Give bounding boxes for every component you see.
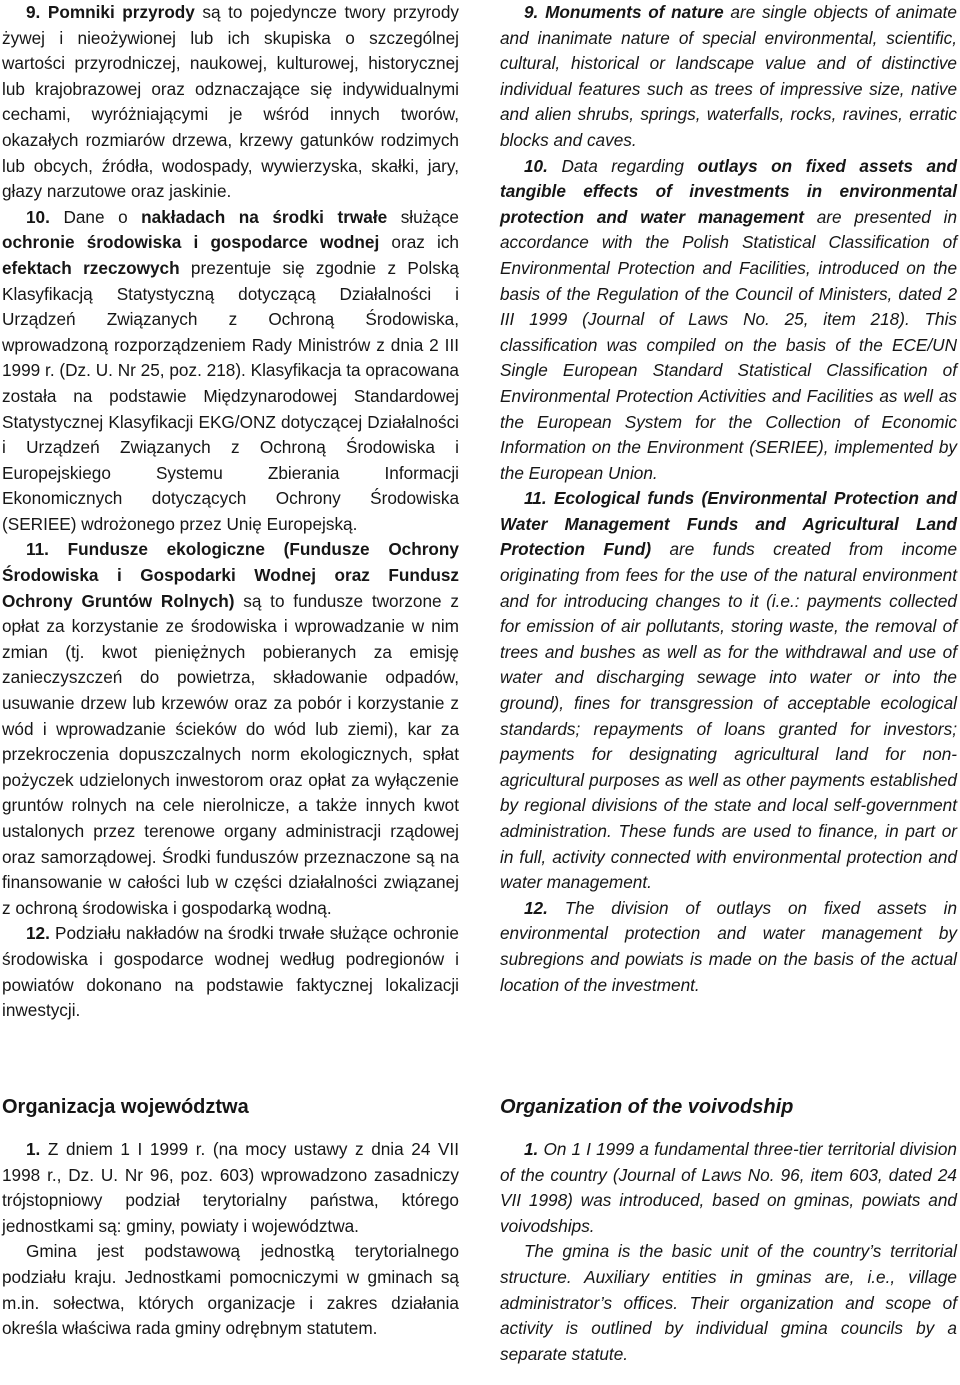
paragraph-gmina: Gmina jest podstawową jednostką terytorialnego podziału kraju. Jednostkami pomocniczymi w gminach są m.in. sołectwa, których organizacje i zakres działania określa właściwa rada gminy odrębnym statutem. xyxy=(2,1241,459,1339)
paragraph-text: are presented in accordance with the Polish Statistical Classification of Environmental Protection and Facilities, introduced on the basis of the Regulation of the Council of Ministers, dated 2 III 1999 (Journal of Laws No. 25, item 218). This classification was compiled on the basis of the ECE/UN Single European Standard Statistical Classification of Environmental Protection Activities and Facilities as well as the European System for the Collection of Economic Information on the Environment (SERIEE), implemented by the European Union. xyxy=(500,206,957,483)
term-bold: Fundusze ekologiczne (Fundusze Ochrony Środowiska i Gospodarki Wodnej oraz Fundusz Ochrony Gruntów Rolnych) xyxy=(2,539,459,611)
paragraph-text: Data regarding xyxy=(547,155,698,176)
paragraph-text: prezentuje się zgodnie z Polską Klasyfikacją Statystyczną dotyczącą Działalności i Urządzeń Związanych z Ochroną Środowiska, wprowadzoną rozporządzeniem Rady Ministrów z dnia 2 III 1999 r. (Dz. U. Nr 25, poz. 218). Klasyfikacja ta opracowana została na podstawie Międzynarodowej Standardowej Statystycznej Klasyfikacji EKG/ONZ dotyczącej Działalności i Urządzeń Związanych z Ochroną Środowiska i Europejskiego Systemu Zbierania Informacji Ekonomicznych dotyczących Ochrony Środowiska (SERIEE) wdrożonego przez Unię Europejską. xyxy=(2,257,459,534)
term-bold: Pomniki przyrody xyxy=(47,2,195,22)
item-number: 11. xyxy=(524,488,547,509)
item-number: 1. xyxy=(524,1139,539,1159)
item-number: 10. xyxy=(524,155,548,176)
term-bold: ochronie środowiska i gospodarce wodnej xyxy=(2,232,380,253)
paragraph-text: On 1 I 1999 a fundamental three-tier territorial division of the country (Journal of Laws No. 96, item 603, dated 24 VII 1998) was introduced, based on gminas, powiats and voivodships. xyxy=(500,1139,957,1236)
section-heading: Organization of the voivodship xyxy=(500,1096,794,1118)
paragraph-text: Dane o xyxy=(49,206,142,227)
term-bold: Monuments of nature xyxy=(545,2,724,22)
paragraph-9 xyxy=(500,0,957,154)
paragraph-text: are single objects of animate and inanimate nature of special environmental, scientific, cultural, historical or landscape value and of distinctive individual features such as trees of impressive size, native and alien shrubs, springs, waterfalls, rocks, ravines, erratic blocks and caves. xyxy=(500,2,957,150)
paragraph-text: oraz ich xyxy=(379,232,459,253)
item-number: 11. xyxy=(26,539,49,560)
paragraph-11 xyxy=(500,486,957,896)
paragraph-text: są to fundusze tworzone z opłat za korzystanie ze środowiska i wprowadzanie w nim zmian (tj. kwot pieniężnych pobieranych za emisję zanieczyszczeń do powietrza, składowanie odpadów, usuwanie drzew lub krzewów oraz za pobór i korzystanie z wód i wprowadzanie ścieków do wód lub ziemi), kar za przekroczenia dopuszczalnych norm ekologicznych, spłat pożyczek udzielonych inwestorom oraz opłat za wyłączenie gruntów rolnych na cele nierolnicze, a także innych kwot ustalonych przez terenowe organy administracji rządowej oraz samorządowej. Środki funduszów przeznaczone są na finansowanie w całości lub w części działalności związanej z ochroną środowiska i gospodarką wodną. xyxy=(2,590,459,918)
item-number: 12. xyxy=(524,897,548,918)
paragraph-11 xyxy=(2,537,459,921)
paragraph-text: Z dniem 1 I 1999 r. (na mocy ustawy z dnia 24 VII 1998 r., Dz. U. Nr 96, poz. 603) wprowadzono zasadniczy trójstopniowy podział terytorialny państwa, którego jednostkami są: gminy, powiaty i województwa. xyxy=(2,1139,459,1236)
paragraph-text: służące xyxy=(387,206,459,227)
paragraph-10 xyxy=(500,154,957,487)
right-column-english xyxy=(500,0,958,1364)
paragraph-12 xyxy=(500,896,957,998)
paragraph-10 xyxy=(2,205,459,538)
item-number: 9. xyxy=(26,2,41,22)
paragraph-text: are funds created from income originating from fees for the use of the natural environment and for introducing changes to it (i.e.: payments collected for emission of air pollutants, storing waste, the removal of trees and bushes as well as for the withdrawal and use of water and discharging sewage into water or into the ground), fines for transgression of acceptable ecological standards; repayments of loans granted for investors; payments for designating agricultural land for non-agricultural purposes as well as other payments established by regional divisions of the state and local self-government administration. These funds are used to finance, in part or in full, activity connected with environmental protection and water management. xyxy=(500,539,957,893)
paragraph-text: The division of outlays on fixed assets in environmental protection and water management by subregions and powiats is made on the basis of the actual location of the investment. xyxy=(500,897,957,995)
paragraph-text: Podziału nakładów na środki trwałe służące ochronie środowiska i gospodarce wodnej według podregionów i powiatów dokonano na podstawie faktycznej lokalizacji inwestycji. xyxy=(2,923,459,1021)
term-bold: efektach rzeczowych xyxy=(2,257,180,278)
term-bold: Ecological funds (Environmental Protection and Water Management Funds and Agricultural Land Protection Fund) xyxy=(500,488,957,560)
item-number: 12. xyxy=(26,923,50,944)
section-body xyxy=(500,1137,957,1367)
section-heading: Organizacja województwa xyxy=(2,1096,249,1118)
left-column-polish xyxy=(2,0,459,1339)
paragraph-gmina: The gmina is the basic unit of the country’s territorial structure. Auxiliary entities in gminas are, i.e., village administrator’s offices. Their organization and scope of activity is outlined by individual gmina councils by a separate statute. xyxy=(500,1241,957,1364)
item-number: 9. xyxy=(524,2,539,22)
paragraph-9 xyxy=(2,0,459,205)
item-number: 10. xyxy=(26,206,50,227)
section-body xyxy=(2,1137,459,1342)
item-number: 1. xyxy=(26,1139,41,1159)
paragraph-1 xyxy=(500,1137,957,1239)
paragraph-text: są to pojedyncze twory przyrody żywej i nieożywionej lub ich skupiska o szczególnej wartości przyrodniczej, naukowej, kulturowej, historycznej lub krajobrazowej oraz odznaczające się indywidualnymi cechami, wyróżniającymi je wśród innych tworów, okazałych rozmiarów drzewa, krzewy gatunków rodzimych lub obcych, źródła, wodospady, wywierzyska, skałki, jary, głazy narzutowe oraz jaskinie. xyxy=(2,2,459,202)
term-bold: nakładach na środki trwałe xyxy=(141,206,388,227)
paragraph-1 xyxy=(2,1137,459,1239)
paragraph-12 xyxy=(2,921,459,1023)
term-bold: outlays on fixed assets and tangible effects of investments in environmental protection and water management xyxy=(500,155,958,227)
